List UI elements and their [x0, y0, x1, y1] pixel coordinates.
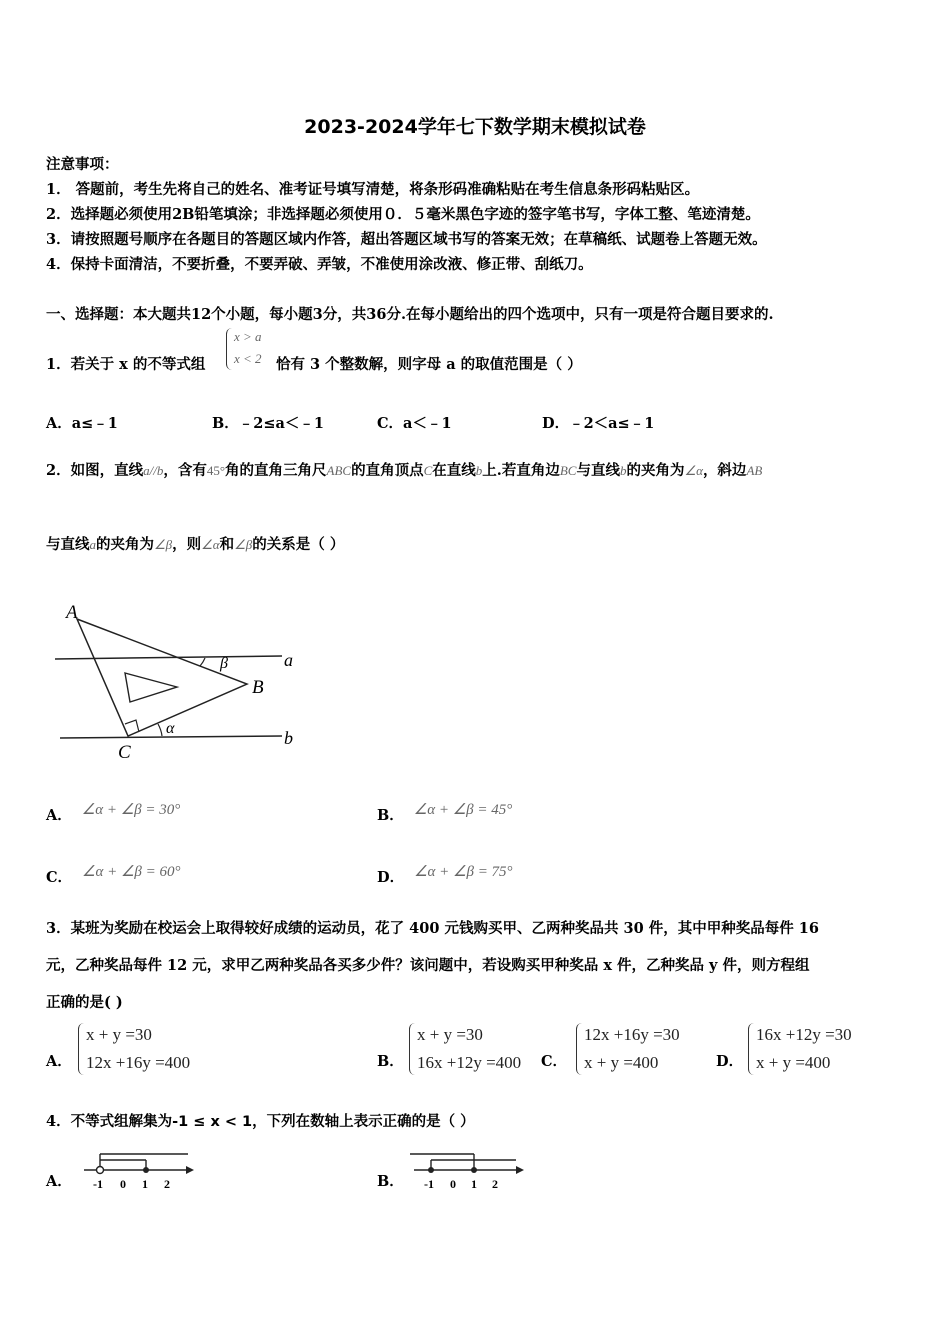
right-angle-mark — [125, 720, 139, 732]
inner-triangle — [125, 673, 177, 702]
closed-point-icon — [471, 1167, 477, 1173]
q2-math: AB — [746, 463, 763, 478]
q2-math: ∠β — [154, 537, 173, 552]
q2-text: 的夹角为 — [96, 536, 154, 553]
brace-icon — [576, 1023, 583, 1075]
q2-text: 的夹角为 — [626, 462, 685, 479]
notice-item-2: 2．选择题必须使用2B铅笔填涂；非选择题必须使用０．５毫米黑色字迹的签字笔书写，字体工整、笔迹清楚。 — [46, 206, 760, 223]
closed-point-icon — [428, 1167, 434, 1173]
q1-option-b[interactable] — [212, 412, 324, 433]
tick-label: 1 — [471, 1177, 477, 1191]
q3-d-row2: x + y =400 — [756, 1053, 831, 1072]
q3-option-c-system[interactable] — [576, 1021, 680, 1077]
q3-c-row2: x + y =400 — [584, 1053, 659, 1072]
q4-text: 4．不等式组解集为 — [46, 1113, 173, 1130]
option-label: D． — [377, 869, 405, 886]
closed-point-icon — [143, 1167, 149, 1173]
option-label: C． — [46, 869, 73, 886]
q2-option-a[interactable] — [46, 804, 180, 825]
q1-option-a[interactable] — [46, 412, 118, 433]
q3-d-row1: 16x +12y =30 — [756, 1025, 852, 1044]
q3-a-row2: 12x +16y =400 — [86, 1053, 191, 1072]
q3-option-a-label[interactable]: A． — [46, 1053, 72, 1070]
brace-icon — [226, 328, 233, 370]
option-label: B． — [212, 415, 239, 432]
q3-option-d-label[interactable]: D． — [716, 1053, 744, 1070]
section-heading: 一、选择题：本大题共12个小题，每小题3分，共36分.在每小题给出的四个选项中，只有一项是符合题目要求的. — [46, 306, 774, 323]
tick-label: -1 — [424, 1177, 434, 1191]
label-beta: β — [220, 655, 228, 672]
q3-line2: 元，乙种奖品每件 12 元，求甲乙两种奖品各买多少件？该问题中，若设购买甲种奖品 x 件，乙种奖品 y 件，则方程组 — [46, 957, 810, 974]
q2-text: 角的直角三角尺 — [225, 462, 327, 479]
brace-icon — [748, 1023, 755, 1075]
q2-triangle-figure — [50, 596, 310, 766]
notice-item-3: 3．请按照题号顺序在各题目的答题区域内作答，超出答题区域书写的答案无效；在草稿纸、试题卷上答题无效。 — [46, 231, 767, 248]
option-text: ∠α + ∠β = 45° — [413, 802, 513, 818]
q4-option-b-number-line[interactable] — [410, 1146, 525, 1192]
q3-option-b-system[interactable] — [409, 1021, 521, 1077]
q3-option-c-label[interactable]: C． — [541, 1053, 568, 1070]
label-C: C — [118, 742, 131, 763]
q2-line1 — [46, 459, 762, 480]
option-text: ﹣2≤a＜﹣1 — [238, 415, 324, 432]
tick-label: 1 — [142, 1177, 148, 1191]
q2-text: 与直线 — [576, 462, 620, 479]
option-text: ∠α + ∠β = 30° — [81, 802, 181, 818]
arrow-icon — [186, 1166, 194, 1174]
q3-b-row1: x + y =30 — [417, 1025, 483, 1044]
notice-item-1: 1． 答题前，考生先将自己的姓名、准考证号填写清楚，将条形码准确粘贴在考生信息条形码粘贴区。 — [46, 181, 700, 198]
option-text: ﹣2＜a≤﹣1 — [569, 415, 655, 432]
option-text: ∠α + ∠β = 75° — [414, 864, 513, 880]
q2-math: 45° — [206, 463, 226, 478]
q1-sys-row1: x > a — [234, 329, 262, 344]
q3-option-a-system[interactable] — [78, 1021, 190, 1077]
q3-a-row1: x + y =30 — [86, 1025, 152, 1044]
q2-line2 — [46, 533, 344, 554]
q2-text: 上.若直角边 — [482, 462, 560, 479]
q3-line1: 3．某班为奖励在校运会上取得较好成绩的运动员，花了 400 元钱购买甲、乙两种奖品共 30 件，其中甲种奖品每件 16 — [46, 920, 819, 937]
label-line-b: b — [284, 728, 293, 748]
q2-math: a//b — [143, 463, 164, 478]
arrow-icon — [516, 1166, 524, 1174]
tick-label: -1 — [93, 1177, 103, 1191]
q2-math: b — [475, 463, 483, 478]
q1-sys-row2: x < 2 — [234, 351, 262, 366]
notice-heading: 注意事项： — [46, 156, 119, 173]
q1-option-c[interactable] — [377, 412, 452, 433]
q2-math: C — [423, 463, 433, 478]
label-line-a: a — [284, 650, 293, 670]
label-alpha: α — [166, 720, 175, 737]
q2-math: ∠α — [201, 537, 220, 552]
label-A: A — [66, 602, 78, 623]
q3-line3: 正确的是( ) — [46, 994, 123, 1011]
brace-icon — [409, 1023, 416, 1075]
q2-text: ，斜边 — [702, 462, 747, 479]
q2-text: 在直线 — [432, 462, 476, 479]
q2-math: ABC — [326, 463, 352, 478]
q2-text: 与直线 — [46, 536, 90, 553]
q2-math: ∠α — [684, 463, 703, 478]
option-text: a≤﹣1 — [71, 415, 118, 432]
label-B: B — [252, 677, 264, 698]
q2-option-b[interactable] — [377, 804, 512, 825]
option-label: B． — [377, 807, 404, 824]
q4-text: ，下列在数轴上表示正确的是（ ） — [252, 1113, 475, 1130]
line-a — [55, 656, 282, 659]
tick-label: 0 — [120, 1177, 126, 1191]
q2-math: ∠β — [234, 537, 253, 552]
q2-text: 的直角顶点 — [351, 462, 424, 479]
q2-text: 和 — [219, 536, 235, 553]
option-text: ∠α + ∠β = 60° — [82, 864, 181, 880]
beta-arc — [200, 658, 205, 666]
option-label: A． — [46, 807, 72, 824]
tick-label: 0 — [450, 1177, 456, 1191]
q2-option-c[interactable] — [46, 866, 181, 887]
brace-icon — [78, 1023, 85, 1075]
alpha-arc — [158, 724, 162, 736]
q1-inequality-system — [226, 326, 262, 370]
option-label: C． — [377, 415, 404, 432]
q4-option-a-label[interactable]: A． — [46, 1173, 72, 1190]
option-text: a＜﹣1 — [403, 415, 452, 432]
q2-math: a — [89, 537, 96, 552]
q3-b-row2: 16x +12y =400 — [417, 1053, 522, 1072]
q2-math: b — [619, 463, 627, 478]
triangle-abc — [77, 619, 247, 736]
page-title: 2023-2024学年七下数学期末模拟试卷 — [304, 116, 646, 138]
q4-option-b-label[interactable]: B． — [377, 1173, 404, 1190]
option-label: D． — [542, 415, 570, 432]
q2-text: ，含有 — [163, 462, 207, 479]
q4-option-a-number-line[interactable] — [80, 1146, 195, 1192]
q2-text: 2．如图，直线 — [46, 462, 144, 479]
option-label: A． — [46, 415, 72, 432]
q2-text: ，则 — [172, 536, 202, 553]
q1-suffix: 恰有 3 个整数解，则字母 a 的取值范围是（ ） — [276, 356, 582, 373]
notice-item-4: 4．保持卡面清洁，不要折叠，不要弄破、弄皱，不准使用涂改液、修正带、刮纸刀。 — [46, 256, 593, 273]
q3-option-b-label[interactable]: B． — [377, 1053, 404, 1070]
q3-c-row1: 12x +16y =30 — [584, 1025, 680, 1044]
q2-math: BC — [559, 463, 577, 478]
q2-text: 的关系是（ ） — [252, 536, 345, 553]
tick-label: 2 — [164, 1177, 170, 1191]
tick-label: 2 — [492, 1177, 498, 1191]
open-point-icon — [97, 1167, 104, 1174]
q3-option-d-system[interactable] — [748, 1021, 852, 1077]
q2-option-d[interactable] — [377, 866, 513, 887]
q4-inequality: -1 ≤ x < 1 — [172, 1114, 253, 1130]
q1-option-d[interactable] — [542, 412, 654, 433]
q1-prefix: 1．若关于 x 的不等式组 — [46, 356, 206, 373]
q4-question — [46, 1110, 475, 1131]
